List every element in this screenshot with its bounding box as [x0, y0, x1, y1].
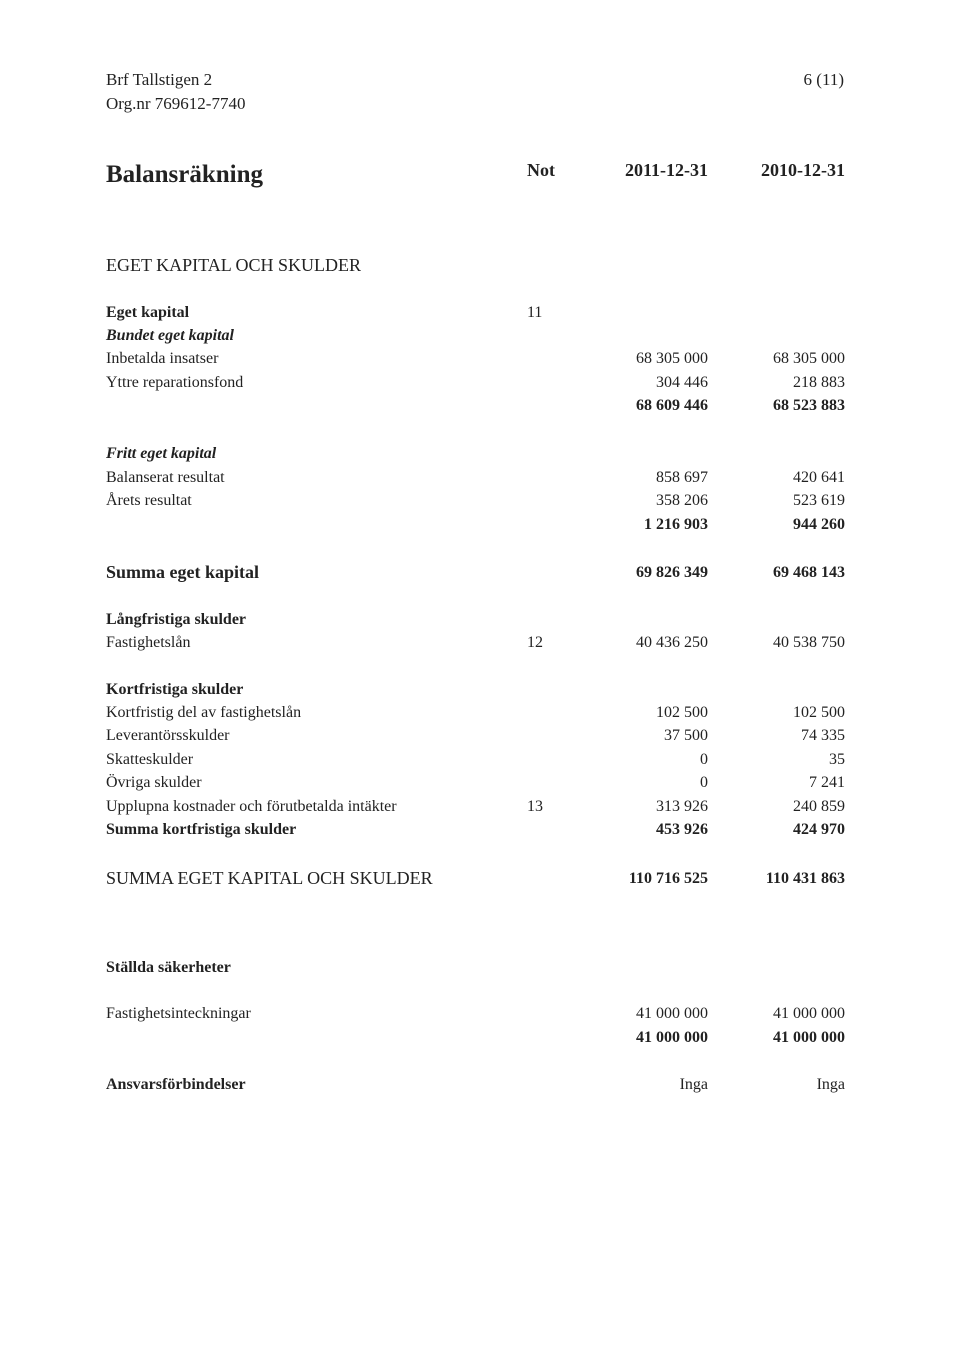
org-name: Brf Tallstigen 2 — [106, 70, 213, 89]
langfristiga-heading: Långfristiga skulder — [106, 611, 247, 628]
table-row: Kortfristig del av fastighetslån 102 500 102 500 — [106, 704, 845, 721]
subtotal-row: 1 216 903 944 260 — [644, 516, 845, 533]
subtotal-row: 68 609 446 68 523 883 — [636, 397, 845, 414]
column-header-2011: 2011-12-31 — [625, 160, 708, 180]
ansvar-row: Ansvarsförbindelser Inga Inga — [106, 1076, 845, 1093]
org-header — [106, 68, 245, 116]
stallda-heading: Ställda säkerheter — [106, 959, 231, 976]
grand-total-row: SUMMA EGET KAPITAL OCH SKULDER 110 716 525 110 431 863 — [106, 868, 845, 888]
kortfristiga-heading: Kortfristiga skulder — [106, 681, 244, 698]
table-row: Yttre reparationsfond 304 446 218 883 — [106, 374, 845, 391]
table-row: Inbetalda insatser 68 305 000 68 305 000 — [106, 350, 845, 367]
note-ref: 13 — [527, 798, 543, 815]
page-number: 6 (11) — [803, 70, 844, 89]
eget-kapital-heading: Eget kapital 11 — [0, 301, 960, 324]
bundet-heading: Bundet eget kapital — [106, 327, 234, 344]
document-title: Balansräkning — [106, 161, 264, 188]
column-header-2010: 2010-12-31 — [761, 160, 845, 180]
note-ref: 11 — [527, 304, 543, 321]
column-header-not: Not — [527, 160, 555, 180]
table-row: Övriga skulder 0 7 241 — [106, 774, 845, 791]
table-row: Fastighetslån 12 40 436 250 40 538 750 — [0, 631, 960, 654]
table-row: Fastighetsinteckningar 41 000 000 41 000 000 — [106, 1005, 845, 1022]
table-row: Balanserat resultat 858 697 420 641 — [106, 469, 845, 486]
subtotal-row: 41 000 000 41 000 000 — [636, 1029, 845, 1046]
table-row: Upplupna kostnader och förutbetalda intäkter 13 313 926 240 859 — [0, 795, 960, 818]
org-number: Org.nr 769612-7740 — [106, 94, 246, 113]
fritt-heading: Fritt eget kapital — [106, 445, 217, 462]
table-row: Skatteskulder 0 35 — [106, 751, 845, 768]
summa-kortfristiga-row: Summa kortfristiga skulder 453 926 424 970 — [106, 821, 845, 838]
table-row: Leverantörsskulder 37 500 74 335 — [106, 727, 845, 744]
table-row: Årets resultat 358 206 523 619 — [106, 492, 845, 509]
summa-eget-kapital-row: Summa eget kapital 69 826 349 69 468 143 — [106, 562, 845, 582]
note-ref: 12 — [527, 634, 543, 651]
section-title: EGET KAPITAL OCH SKULDER — [106, 255, 362, 275]
